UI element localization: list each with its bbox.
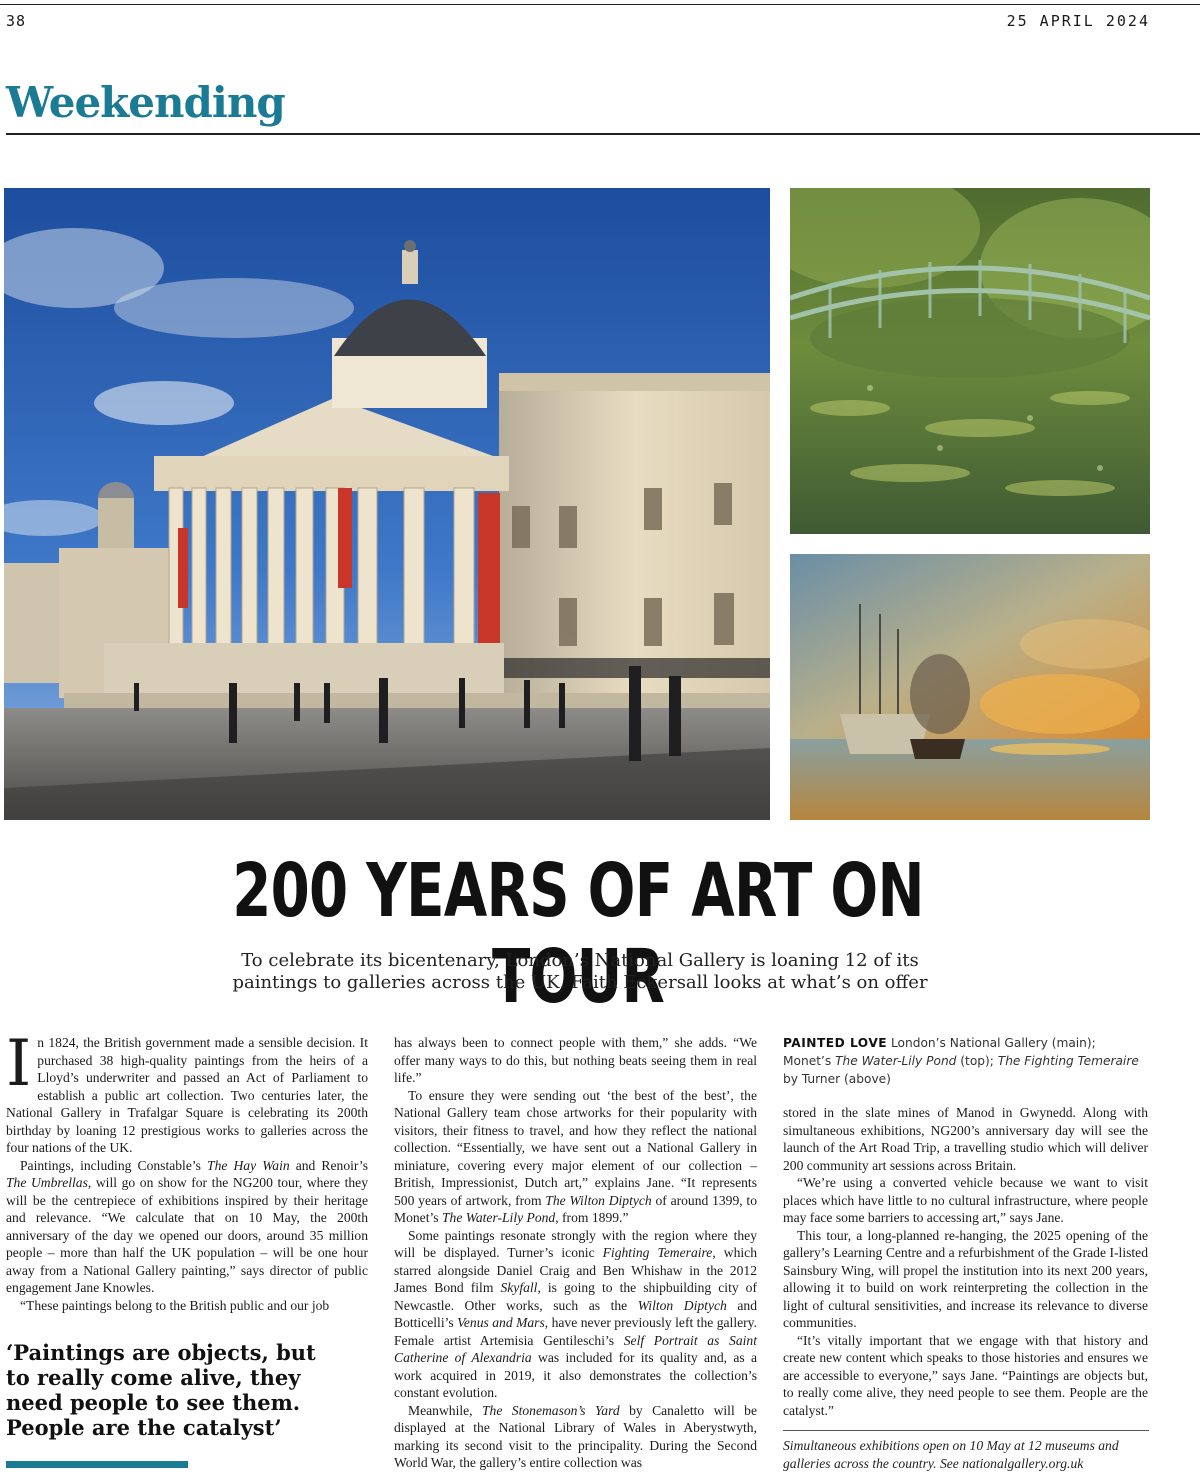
paragraph-text: n 1824, the British government made a sensible decision. It purchased 38 high-quality paintings from the heirs of a Lloyd’s underwriter and passed an Act of Parliament to establish a public art collection. Two centuries later, the National Gallery in Trafalgar Square is celebrating its 200th birthday by loaning 12 prestigious works to galleries across the four nations of the UK. (6, 1035, 368, 1155)
paragraph: “We’re using a converted vehicle because we want to visit places which have little to no cultural infrastructure, where people may face some barriers to accessing art,” says Jane. (783, 1175, 1148, 1225)
paragraph (6, 1157, 368, 1297)
caption-text: by Turner (above) (783, 1072, 891, 1086)
text: and Renoir’s (289, 1157, 369, 1173)
paragraph (394, 1087, 757, 1227)
paragraph: This tour, a long-planned re-hanging, the 2025 opening of the gallery’s Learning Centre and a refurbishment of the Grade I-listed Sainsbury Wing, will propel the institution into its next 200 years, allowing it to build on work reinterpreting the collection in the light of cultural sensitivities, and increase its relevance to diverse communities. (783, 1227, 1148, 1330)
standfirst-line-1: To celebrate its bicentenary, London’s National Gallery is loaning 12 of its (241, 950, 919, 971)
text: Paintings, including Constable’s (20, 1157, 208, 1173)
standfirst-line-2: paintings to galleries across the UK. Faith Eckersall looks at what’s on offer (232, 972, 928, 993)
caption-text: London’s National Gallery (main); Monet’s (783, 1036, 1096, 1068)
film-title: Skyfall (500, 1280, 538, 1295)
text: , is going to the shipbuilding city of Newcastle. Other works, such as the (394, 1280, 757, 1313)
national-gallery-illustration (4, 188, 770, 820)
paragraph: has always been to connect people with them,” she adds. “We offer many ways to do this, but nothing beats seeing them in real life.” (394, 1035, 757, 1085)
footnote-rule (783, 1430, 1149, 1431)
photo-water-lily-pond (790, 188, 1150, 534)
section-rule (6, 133, 1200, 135)
artwork-title: The Wilton Diptych (545, 1192, 652, 1208)
text: was included for its quality and, as a work acquired in 2019, it also demonstrates the collection’s constant evolution. (394, 1350, 758, 1400)
text: To ensure they were sending out ‘the best of the best’, the National Gallery team chose artworks for their popularity with visitors, their fitness to travel, and how they reflect the national collection. “Essentially, we have sent out a National Gallery in miniature, covering every major element of our collection – British, Impressionist, Dutch art,” explains Jane. “It represents 500 years of artwork, from (394, 1087, 757, 1208)
caption-text: (top); (956, 1054, 998, 1068)
text: , have never previously left the gallery. Female artist Artemisia Gentileschi’s (394, 1315, 757, 1348)
text: and Botticelli’s (394, 1297, 757, 1330)
paragraph (6, 1027, 368, 1157)
footnote: Simultaneous exhibitions open on 10 May at 12 museums and galleries across the country. See nationalgallery.org.uk (783, 1438, 1119, 1471)
issue-date: 25 APRIL 2024 (1006, 12, 1150, 30)
text: , which starred alongside Daniel Craig and Ben Whishaw in the 2012 James Bond film (394, 1245, 757, 1295)
artwork-title: Self Portrait as Saint Catherine of Alexandria (394, 1332, 757, 1365)
text: of around 1399, to Monet’s (394, 1192, 757, 1225)
artwork-title: Venus and Mars (457, 1315, 545, 1330)
standfirst (180, 950, 980, 994)
paragraph (394, 1227, 757, 1402)
paragraph: “It’s vitally important that we engage with that history and create new content which speaks to those histories and ensures we are accessible to everyone,” says Jane. “Paintings are objects but, to really come alive, they need people to see them. People are the catalyst.” (783, 1332, 1148, 1418)
text: , will go on show for the NG200 tour, where they will be the centrepiece of exhibitions inspired by their heritage and relevance. “We calculate that on 10 May, the 200th anniversary of the day we opened our doors, around 35 million people – more than half the UK population – will be one hour away from a National Gallery painting,” says director of public engagement Jane Knowles. (6, 1175, 368, 1295)
drop-cap: I (6, 1027, 32, 1101)
caption-label: PAINTED LOVE (783, 1036, 888, 1050)
artwork-title: Fighting Temeraire (602, 1245, 713, 1260)
text: Some paintings resonate strongly with the region where they will be displayed. Turner’s iconic (394, 1227, 757, 1260)
article-column-2 (394, 1034, 757, 1472)
pull-quote: ‘Paintings are objects, but to really come alive, they need people to see them. People are the catalyst’ (6, 1340, 316, 1440)
paragraph (394, 1402, 757, 1472)
artwork-title: The Stonemason’s Yard (481, 1402, 620, 1418)
photo-caption (783, 1034, 1143, 1088)
page-number: 38 (6, 12, 27, 30)
text: by Canaletto will be displayed at the National Library of Wales in Aberystwyth, marking its second visit to the principality. During the Second World War, the gallery’s entire collection was (394, 1402, 757, 1470)
artwork-title: Wilton Diptych (637, 1297, 727, 1313)
paragraph: stored in the slate mines of Manod in Gwynedd. Along with simultaneous exhibitions, NG200’s anniversary day will see the launch of the Art Road Trip, a travelling studio which will deliver 200 community art sessions across Britain. (783, 1105, 1148, 1173)
text: , from 1899.” (555, 1210, 629, 1225)
article-column-3 (783, 1104, 1148, 1419)
fighting-temeraire-illustration (790, 554, 1150, 820)
top-rule (0, 4, 1200, 5)
caption-artwork-title: The Water-Lily Pond (835, 1054, 957, 1068)
caption-artwork-title: The Fighting Temeraire (997, 1054, 1139, 1068)
section-title: Weekending (6, 78, 285, 127)
water-lily-pond-illustration (790, 188, 1150, 534)
article-column-1 (6, 1027, 369, 1314)
headline: 200 YEARS OF ART ON TOUR (232, 848, 924, 1020)
artwork-title: The Hay Wain (207, 1157, 290, 1173)
artwork-title: The Umbrellas (6, 1175, 88, 1190)
text: Meanwhile, (408, 1402, 482, 1418)
main-photo-national-gallery (4, 188, 770, 820)
artwork-title: The Water-Lily Pond (441, 1210, 556, 1225)
photo-fighting-temeraire (790, 554, 1150, 820)
pull-quote-bar (6, 1461, 188, 1468)
paragraph: “These paintings belong to the British public and our job (20, 1297, 330, 1313)
